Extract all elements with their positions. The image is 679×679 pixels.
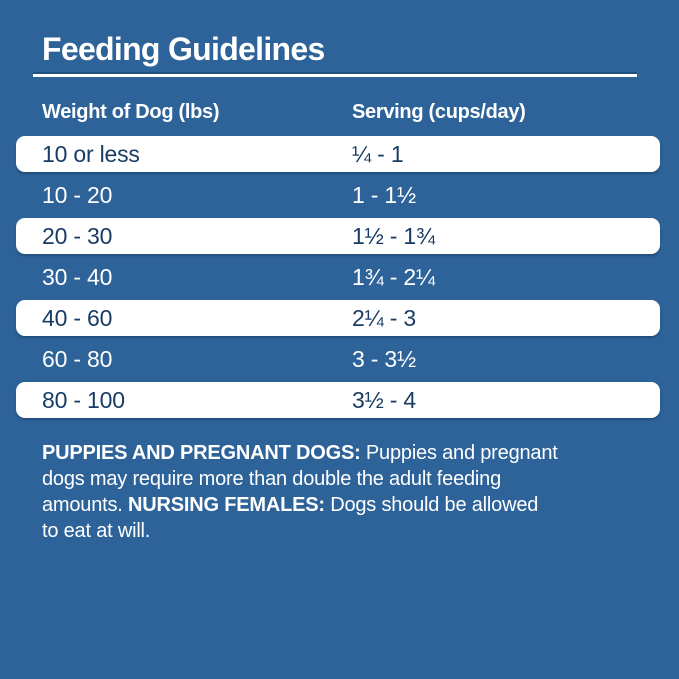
weight-cell: 60 - 80 [42,345,113,372]
serving-cell: 1¾ - 2¼ [352,263,435,290]
note-text: to eat at will. [42,520,151,542]
note-text: Puppies and pregnant [360,442,558,464]
weight-cell: 10 - 20 [42,181,113,208]
serving-cell: 1½ - 1¾ [352,222,435,249]
column-header-serving: Serving (cups/day) [352,101,526,123]
table-row [16,341,660,377]
note-text: Dogs should be allowed [324,494,539,516]
note-bold-text: NURSING FEMALES: [128,494,325,516]
note-text: amounts. [42,494,129,516]
table-row [16,177,660,213]
weight-cell: 20 - 30 [42,222,113,249]
table-row [16,382,660,418]
table-row [16,259,660,295]
feeding-table [16,136,660,423]
weight-cell: 10 or less [42,140,140,167]
feeding-note [42,440,652,544]
page-title: Feeding Guidelines [42,31,325,67]
serving-cell: 3½ - 4 [352,386,417,413]
serving-cell: 3 - 3½ [352,345,417,372]
serving-cell: 1 - 1½ [352,181,417,208]
weight-cell: 30 - 40 [42,263,113,290]
weight-cell: 40 - 60 [42,304,113,331]
table-row [16,300,660,336]
table-row [16,218,660,254]
column-header-weight: Weight of Dog (lbs) [42,101,220,123]
weight-cell: 80 - 100 [42,386,125,413]
title-divider [33,74,637,77]
note-bold-text: PUPPIES AND PREGNANT DOGS: [42,442,361,464]
table-row [16,136,660,172]
note-text: dogs may require more than double the adult feeding [42,468,501,490]
serving-cell: 2¼ - 3 [352,304,417,331]
serving-cell: ¼ - 1 [352,140,404,167]
